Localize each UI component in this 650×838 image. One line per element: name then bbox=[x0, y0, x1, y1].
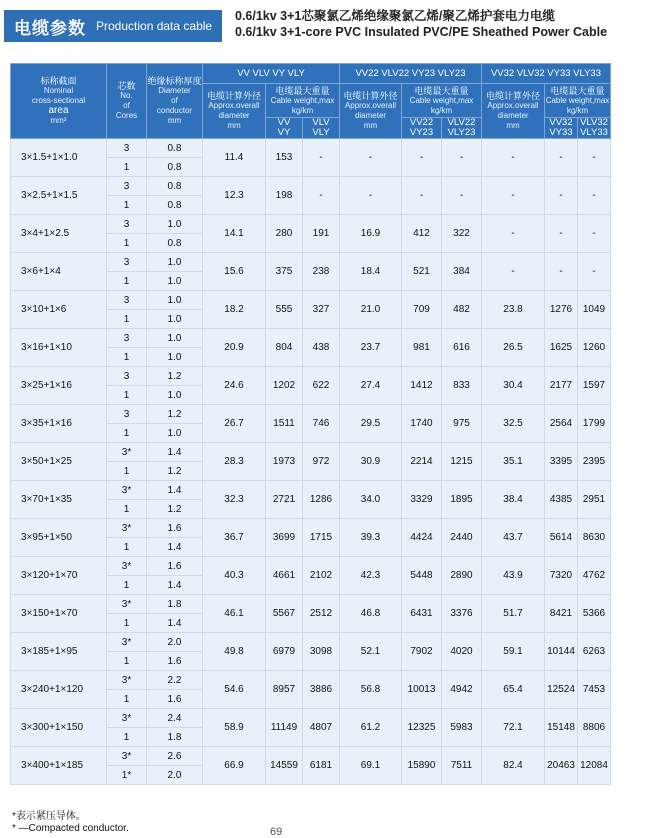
cell-thickness: 0.8 bbox=[147, 139, 203, 158]
cell-diameter: 58.9 bbox=[203, 709, 266, 747]
cell-weight: 972 bbox=[303, 443, 340, 481]
cell-thickness: 1.6 bbox=[147, 652, 203, 671]
cell-weight: 616 bbox=[442, 329, 482, 367]
cell-weight: 20463 bbox=[545, 747, 578, 785]
header-thickness: 绝缘标称厚度 Diameter of conductor mm bbox=[147, 64, 203, 139]
cell-cores: 1 bbox=[107, 348, 147, 367]
cell-thickness: 1.4 bbox=[147, 443, 203, 462]
cell-weight: - bbox=[545, 253, 578, 291]
cell-cores: 1 bbox=[107, 576, 147, 595]
table-row bbox=[11, 747, 611, 766]
cell-weight: 327 bbox=[303, 291, 340, 329]
cell-weight: 2214 bbox=[402, 443, 442, 481]
cell-weight: 5983 bbox=[442, 709, 482, 747]
cell-section: 3×150+1×70 bbox=[11, 595, 107, 633]
cell-weight: 6979 bbox=[266, 633, 303, 671]
cell-weight: 384 bbox=[442, 253, 482, 291]
table-row bbox=[11, 443, 611, 462]
cell-cores: 1 bbox=[107, 424, 147, 443]
cell-diameter: 46.8 bbox=[340, 595, 402, 633]
header-diam-2: 电缆计算外径 Approx.overall diameter mm bbox=[340, 84, 402, 139]
cell-diameter: 65.4 bbox=[482, 671, 545, 709]
cell-weight: 709 bbox=[402, 291, 442, 329]
cell-weight: 1740 bbox=[402, 405, 442, 443]
cell-cores: 1 bbox=[107, 652, 147, 671]
header-section: 标称截面 Nominal cross-sectional area mm² bbox=[11, 64, 107, 139]
cell-weight: 1049 bbox=[578, 291, 611, 329]
cell-cores: 3 bbox=[107, 139, 147, 158]
cell-weight: - bbox=[402, 139, 442, 177]
cell-weight: - bbox=[545, 139, 578, 177]
cell-cores: 1 bbox=[107, 728, 147, 747]
cell-weight: 521 bbox=[402, 253, 442, 291]
cell-diameter: 49.8 bbox=[203, 633, 266, 671]
cell-weight: 1973 bbox=[266, 443, 303, 481]
cell-diameter: 18.4 bbox=[340, 253, 402, 291]
cell-weight: - bbox=[442, 139, 482, 177]
cell-diameter: - bbox=[482, 139, 545, 177]
cell-thickness: 2.6 bbox=[147, 747, 203, 766]
cell-thickness: 1.0 bbox=[147, 386, 203, 405]
cell-weight: 3886 bbox=[303, 671, 340, 709]
cell-thickness: 1.0 bbox=[147, 215, 203, 234]
page-title bbox=[235, 8, 607, 40]
cell-diameter: 12.3 bbox=[203, 177, 266, 215]
cell-weight: 975 bbox=[442, 405, 482, 443]
cell-weight: 8957 bbox=[266, 671, 303, 709]
cell-thickness: 1.2 bbox=[147, 405, 203, 424]
cell-weight: 4807 bbox=[303, 709, 340, 747]
cell-diameter: 14.1 bbox=[203, 215, 266, 253]
header-w3a: VV32 VY33 bbox=[545, 118, 578, 139]
cell-section: 3×4+1×2.5 bbox=[11, 215, 107, 253]
cell-section: 3×10+1×6 bbox=[11, 291, 107, 329]
cell-section: 3×95+1×50 bbox=[11, 519, 107, 557]
cell-diameter: 28.3 bbox=[203, 443, 266, 481]
header-diam-1: 电缆计算外径 Approx.overall diameter mm bbox=[203, 84, 266, 139]
cell-thickness: 1.6 bbox=[147, 557, 203, 576]
cell-weight: 3699 bbox=[266, 519, 303, 557]
cell-diameter: 35.1 bbox=[482, 443, 545, 481]
section-tag bbox=[4, 10, 222, 42]
cell-weight: 2177 bbox=[545, 367, 578, 405]
cell-weight: - bbox=[545, 177, 578, 215]
cell-cores: 1 bbox=[107, 462, 147, 481]
cell-weight: 15148 bbox=[545, 709, 578, 747]
header-w2a: VV22 VY23 bbox=[402, 118, 442, 139]
cell-diameter: - bbox=[482, 215, 545, 253]
cell-weight: - bbox=[442, 177, 482, 215]
cell-thickness: 1.4 bbox=[147, 538, 203, 557]
cell-section: 3×300+1×150 bbox=[11, 709, 107, 747]
table-body bbox=[11, 139, 611, 785]
cell-weight: 191 bbox=[303, 215, 340, 253]
header-cores: 芯数 No. of Cores bbox=[107, 64, 147, 139]
cell-weight: 622 bbox=[303, 367, 340, 405]
cell-diameter: - bbox=[340, 139, 402, 177]
cell-weight: 1215 bbox=[442, 443, 482, 481]
cell-diameter: 32.3 bbox=[203, 481, 266, 519]
cell-weight: 12084 bbox=[578, 747, 611, 785]
table-row bbox=[11, 709, 611, 728]
cell-weight: 7320 bbox=[545, 557, 578, 595]
cell-diameter: 52.1 bbox=[340, 633, 402, 671]
cell-weight: 2890 bbox=[442, 557, 482, 595]
cell-weight: 14559 bbox=[266, 747, 303, 785]
cell-cores: 3* bbox=[107, 481, 147, 500]
header-group-vv22: VV22 VLV22 VY23 VLY23 bbox=[340, 64, 482, 84]
cell-weight: 5448 bbox=[402, 557, 442, 595]
cell-diameter: 54.6 bbox=[203, 671, 266, 709]
cell-weight: 2721 bbox=[266, 481, 303, 519]
cell-weight: 5567 bbox=[266, 595, 303, 633]
cell-weight: - bbox=[578, 215, 611, 253]
cell-thickness: 0.8 bbox=[147, 158, 203, 177]
cell-weight: 11149 bbox=[266, 709, 303, 747]
header-w3b: VLV32 VLY33 bbox=[578, 118, 611, 139]
cell-weight: 6263 bbox=[578, 633, 611, 671]
cell-thickness: 1.2 bbox=[147, 462, 203, 481]
table-row bbox=[11, 557, 611, 576]
cell-section: 3×185+1×95 bbox=[11, 633, 107, 671]
cell-weight: 1276 bbox=[545, 291, 578, 329]
cell-weight: - bbox=[402, 177, 442, 215]
cell-section: 3×6+1×4 bbox=[11, 253, 107, 291]
cell-thickness: 2.4 bbox=[147, 709, 203, 728]
cell-weight: 1625 bbox=[545, 329, 578, 367]
cell-weight: 412 bbox=[402, 215, 442, 253]
cell-cores: 3* bbox=[107, 595, 147, 614]
cell-thickness: 1.0 bbox=[147, 291, 203, 310]
cell-weight: 153 bbox=[266, 139, 303, 177]
cell-diameter: 43.9 bbox=[482, 557, 545, 595]
header-group-vv: VV VLV VY VLY bbox=[203, 64, 340, 84]
cell-weight: 375 bbox=[266, 253, 303, 291]
header-weight-3: 电缆最大重量 Cable weight,max kg/km bbox=[545, 84, 611, 118]
cell-weight: - bbox=[303, 177, 340, 215]
table-row bbox=[11, 481, 611, 500]
cell-diameter: 23.8 bbox=[482, 291, 545, 329]
cell-weight: - bbox=[578, 139, 611, 177]
cell-cores: 3 bbox=[107, 291, 147, 310]
cell-weight: - bbox=[303, 139, 340, 177]
cell-weight: 1412 bbox=[402, 367, 442, 405]
cell-diameter: 27.4 bbox=[340, 367, 402, 405]
cell-weight: 1895 bbox=[442, 481, 482, 519]
cell-cores: 1* bbox=[107, 766, 147, 785]
cell-weight: 4661 bbox=[266, 557, 303, 595]
cell-thickness: 1.0 bbox=[147, 253, 203, 272]
cell-thickness: 1.0 bbox=[147, 310, 203, 329]
header-w1b: VLV VLY bbox=[303, 118, 340, 139]
cell-thickness: 1.8 bbox=[147, 728, 203, 747]
cell-weight: - bbox=[578, 253, 611, 291]
cell-weight: 1202 bbox=[266, 367, 303, 405]
cell-cores: 3 bbox=[107, 177, 147, 196]
table-row bbox=[11, 177, 611, 196]
cell-thickness: 1.4 bbox=[147, 576, 203, 595]
cell-diameter: 18.2 bbox=[203, 291, 266, 329]
header-weight-1: 电缆最大重量 Cable weight,max kg/km bbox=[266, 84, 340, 118]
cell-thickness: 0.8 bbox=[147, 196, 203, 215]
cell-weight: 12325 bbox=[402, 709, 442, 747]
cell-weight: 8806 bbox=[578, 709, 611, 747]
cell-diameter: 30.9 bbox=[340, 443, 402, 481]
cell-weight: 15890 bbox=[402, 747, 442, 785]
cell-diameter: 30.4 bbox=[482, 367, 545, 405]
title-cn: 0.6/1kv 3+1芯聚氯乙烯绝缘聚氯乙烯/聚乙烯护套电力电缆 bbox=[235, 9, 555, 23]
cell-weight: 2102 bbox=[303, 557, 340, 595]
cell-thickness: 1.6 bbox=[147, 519, 203, 538]
table-row bbox=[11, 671, 611, 690]
cell-weight: 3098 bbox=[303, 633, 340, 671]
cell-weight: 482 bbox=[442, 291, 482, 329]
cell-diameter: - bbox=[482, 253, 545, 291]
cell-weight: 2395 bbox=[578, 443, 611, 481]
cell-section: 3×2.5+1×1.5 bbox=[11, 177, 107, 215]
cell-cores: 1 bbox=[107, 310, 147, 329]
cell-cores: 3* bbox=[107, 519, 147, 538]
cell-diameter: 56.8 bbox=[340, 671, 402, 709]
table-row bbox=[11, 291, 611, 310]
cell-diameter: 61.2 bbox=[340, 709, 402, 747]
cell-cores: 1 bbox=[107, 272, 147, 291]
cell-weight: 6181 bbox=[303, 747, 340, 785]
cell-cores: 3* bbox=[107, 443, 147, 462]
cell-cores: 1 bbox=[107, 500, 147, 519]
cell-diameter: 39.3 bbox=[340, 519, 402, 557]
cell-section: 3×120+1×70 bbox=[11, 557, 107, 595]
cell-weight: 5614 bbox=[545, 519, 578, 557]
cell-cores: 1 bbox=[107, 538, 147, 557]
cell-weight: 2440 bbox=[442, 519, 482, 557]
cell-weight: 1715 bbox=[303, 519, 340, 557]
cell-cores: 1 bbox=[107, 386, 147, 405]
cell-thickness: 1.2 bbox=[147, 500, 203, 519]
cell-weight: 322 bbox=[442, 215, 482, 253]
cell-diameter: 59.1 bbox=[482, 633, 545, 671]
cell-cores: 3 bbox=[107, 405, 147, 424]
cell-weight: - bbox=[545, 215, 578, 253]
cell-cores: 3 bbox=[107, 253, 147, 272]
footnote-en: * —Compacted conductor. bbox=[12, 823, 129, 834]
table-row bbox=[11, 253, 611, 272]
table-row bbox=[11, 595, 611, 614]
cell-weight: 804 bbox=[266, 329, 303, 367]
cell-weight: 4942 bbox=[442, 671, 482, 709]
cell-cores: 1 bbox=[107, 234, 147, 253]
cell-cores: 1 bbox=[107, 158, 147, 177]
cell-weight: 5366 bbox=[578, 595, 611, 633]
cell-cores: 1 bbox=[107, 614, 147, 633]
cell-section: 3×240+1×120 bbox=[11, 671, 107, 709]
cell-thickness: 1.0 bbox=[147, 329, 203, 348]
cell-weight: 10013 bbox=[402, 671, 442, 709]
cell-diameter: 43.7 bbox=[482, 519, 545, 557]
cell-diameter: 66.9 bbox=[203, 747, 266, 785]
footnotes bbox=[12, 811, 129, 835]
cell-diameter: 21.0 bbox=[340, 291, 402, 329]
title-en: 0.6/1kv 3+1-core PVC Insulated PVC/PE Sheathed Power Cable bbox=[235, 25, 608, 39]
cell-weight: 280 bbox=[266, 215, 303, 253]
table-row bbox=[11, 367, 611, 386]
cell-cores: 3 bbox=[107, 215, 147, 234]
cell-cores: 3* bbox=[107, 633, 147, 652]
cell-diameter: 15.6 bbox=[203, 253, 266, 291]
cell-cores: 3* bbox=[107, 671, 147, 690]
footnote-cn: *表示紧压导体。 bbox=[12, 811, 86, 822]
cell-weight: 7453 bbox=[578, 671, 611, 709]
cell-cores: 3 bbox=[107, 329, 147, 348]
cell-thickness: 1.2 bbox=[147, 367, 203, 386]
cell-weight: 6431 bbox=[402, 595, 442, 633]
cell-diameter: 26.7 bbox=[203, 405, 266, 443]
cell-diameter: 23.7 bbox=[340, 329, 402, 367]
header-w1a: VV VY bbox=[266, 118, 303, 139]
cell-diameter: 29.5 bbox=[340, 405, 402, 443]
cell-diameter: 40.3 bbox=[203, 557, 266, 595]
cell-thickness: 1.0 bbox=[147, 424, 203, 443]
cell-weight: 8630 bbox=[578, 519, 611, 557]
cell-thickness: 2.0 bbox=[147, 766, 203, 785]
cell-diameter: - bbox=[340, 177, 402, 215]
cell-weight: 12524 bbox=[545, 671, 578, 709]
cell-weight: 3376 bbox=[442, 595, 482, 633]
section-tag-en: Production data cable bbox=[96, 19, 213, 33]
cell-weight: 3395 bbox=[545, 443, 578, 481]
cell-cores: 3* bbox=[107, 709, 147, 728]
cell-diameter: 32.5 bbox=[482, 405, 545, 443]
cell-cores: 3* bbox=[107, 557, 147, 576]
cell-thickness: 1.6 bbox=[147, 690, 203, 709]
header-weight-2: 电缆最大重量 Cable weight,max kg/km bbox=[402, 84, 482, 118]
cable-spec-table bbox=[10, 63, 611, 785]
cell-diameter: 82.4 bbox=[482, 747, 545, 785]
header-w2b: VLV22 VLY23 bbox=[442, 118, 482, 139]
section-tag-cn: 电缆参数 bbox=[14, 18, 86, 38]
cell-weight: 238 bbox=[303, 253, 340, 291]
cell-weight: 4385 bbox=[545, 481, 578, 519]
cell-diameter: 20.9 bbox=[203, 329, 266, 367]
cell-weight: 4762 bbox=[578, 557, 611, 595]
cell-weight: 2951 bbox=[578, 481, 611, 519]
cell-section: 3×400+1×185 bbox=[11, 747, 107, 785]
cell-weight: 2512 bbox=[303, 595, 340, 633]
cell-weight: 1260 bbox=[578, 329, 611, 367]
cell-weight: - bbox=[578, 177, 611, 215]
table-row bbox=[11, 633, 611, 652]
cell-thickness: 1.4 bbox=[147, 481, 203, 500]
cell-weight: 981 bbox=[402, 329, 442, 367]
cell-weight: 7902 bbox=[402, 633, 442, 671]
cell-weight: 746 bbox=[303, 405, 340, 443]
cell-weight: 198 bbox=[266, 177, 303, 215]
cell-weight: 3329 bbox=[402, 481, 442, 519]
cell-section: 3×16+1×10 bbox=[11, 329, 107, 367]
cell-thickness: 0.8 bbox=[147, 177, 203, 196]
cell-weight: 833 bbox=[442, 367, 482, 405]
table-row bbox=[11, 215, 611, 234]
page-number: 69 bbox=[270, 826, 283, 838]
header-diam-3: 电缆计算外径 Approx.overall diameter mm bbox=[482, 84, 545, 139]
cell-cores: 3 bbox=[107, 367, 147, 386]
cell-diameter: 38.4 bbox=[482, 481, 545, 519]
cell-weight: 1511 bbox=[266, 405, 303, 443]
cell-diameter: 51.7 bbox=[482, 595, 545, 633]
cell-diameter: 26.5 bbox=[482, 329, 545, 367]
cell-weight: 1597 bbox=[578, 367, 611, 405]
cell-section: 3×35+1×16 bbox=[11, 405, 107, 443]
cell-thickness: 1.8 bbox=[147, 595, 203, 614]
cell-thickness: 2.2 bbox=[147, 671, 203, 690]
table-row bbox=[11, 519, 611, 538]
table-row bbox=[11, 405, 611, 424]
cell-diameter: 24.6 bbox=[203, 367, 266, 405]
cell-weight: 4424 bbox=[402, 519, 442, 557]
cell-weight: 1799 bbox=[578, 405, 611, 443]
cell-diameter: 69.1 bbox=[340, 747, 402, 785]
cell-cores: 3* bbox=[107, 747, 147, 766]
cell-weight: 7511 bbox=[442, 747, 482, 785]
cell-diameter: 36.7 bbox=[203, 519, 266, 557]
cell-diameter: 34.0 bbox=[340, 481, 402, 519]
cell-section: 3×1.5+1×1.0 bbox=[11, 139, 107, 177]
cell-thickness: 1.4 bbox=[147, 614, 203, 633]
cell-diameter: 16.9 bbox=[340, 215, 402, 253]
cell-cores: 1 bbox=[107, 196, 147, 215]
cell-weight: 4020 bbox=[442, 633, 482, 671]
table-row bbox=[11, 139, 611, 158]
cell-weight: 438 bbox=[303, 329, 340, 367]
cell-weight: 1286 bbox=[303, 481, 340, 519]
cell-thickness: 1.0 bbox=[147, 272, 203, 291]
cell-diameter: 42.3 bbox=[340, 557, 402, 595]
cell-weight: 8421 bbox=[545, 595, 578, 633]
cell-weight: 555 bbox=[266, 291, 303, 329]
cell-section: 3×70+1×35 bbox=[11, 481, 107, 519]
cell-thickness: 1.0 bbox=[147, 348, 203, 367]
table-row bbox=[11, 329, 611, 348]
header-group-vv32: VV32 VLV32 VY33 VLY33 bbox=[482, 64, 611, 84]
cell-diameter: 72.1 bbox=[482, 709, 545, 747]
cell-diameter: 11.4 bbox=[203, 139, 266, 177]
cell-diameter: 46.1 bbox=[203, 595, 266, 633]
cell-weight: 2564 bbox=[545, 405, 578, 443]
cell-thickness: 0.8 bbox=[147, 234, 203, 253]
cell-section: 3×25+1×16 bbox=[11, 367, 107, 405]
cell-diameter: - bbox=[482, 177, 545, 215]
cell-weight: 10144 bbox=[545, 633, 578, 671]
cell-cores: 1 bbox=[107, 690, 147, 709]
cell-thickness: 2.0 bbox=[147, 633, 203, 652]
cell-section: 3×50+1×25 bbox=[11, 443, 107, 481]
